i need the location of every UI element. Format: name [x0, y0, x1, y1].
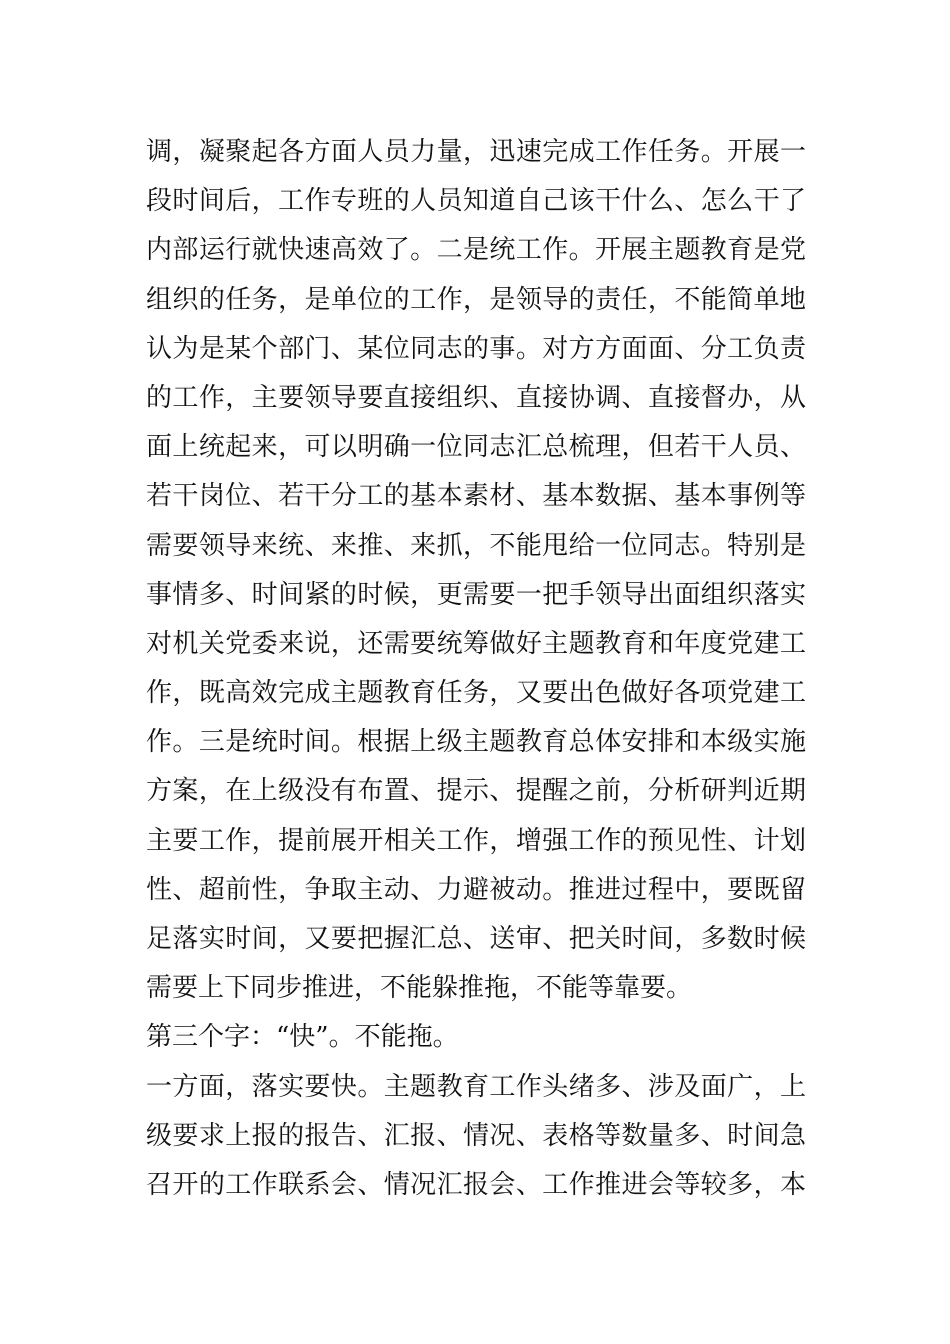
text-line: 方案，在上级没有布置、提示、提醒之前，分析研判近期: [146, 776, 806, 807]
text-line: 召开的工作联系会、情况汇报会、工作推进会等较多，本: [146, 1169, 806, 1200]
text-line: 性、超前性，争取主动、力避被动。推进过程中，要既留: [146, 874, 806, 905]
text-line: 面上统起来，可以明确一位同志汇总梳理，但若干人员、: [146, 432, 806, 463]
body-text: [146, 128, 806, 1210]
text-line: 段时间后，工作专班的人员知道自己该干什么、怎么干了: [146, 186, 806, 217]
text-line: 作，既高效完成主题教育任务，又要出色做好各项党建工: [146, 678, 806, 709]
text-line: 足落实时间，又要把握汇总、送审、把关时间，多数时候: [146, 924, 806, 954]
text-line: 内部运行就快速高效了。二是统工作。开展主题教育是党: [146, 235, 806, 266]
text-line: 需要领导来统、来推、来抓，不能甩给一位同志。特别是: [146, 530, 806, 561]
text-line: 作。三是统时间。根据上级主题教育总体安排和本级实施: [146, 727, 806, 758]
text-line: 的工作，主要领导要直接组织、直接协调、直接督办，从: [146, 382, 806, 413]
text-line: 事情多、时间紧的时候，更需要一把手领导出面组织落实: [146, 579, 806, 610]
text-line: 若干岗位、若干分工的基本素材、基本数据、基本事例等: [146, 481, 806, 512]
text-line: 认为是某个部门、某位同志的事。对方方面面、分工负责: [146, 333, 806, 364]
text-line: 主要工作，提前展开相关工作，增强工作的预见性、计划: [146, 825, 806, 856]
section-heading: 第三个字：“快”。不能拖。: [146, 1022, 459, 1053]
paragraph-end-line: 需要上下同步推进，不能躲推拖，不能等靠要。: [146, 973, 693, 1004]
text-line: 对机关党委来说，还需要统筹做好主题教育和年度党建工: [146, 628, 806, 659]
text-line: 调，凝聚起各方面人员力量，迅速完成工作任务。开展一: [146, 137, 806, 167]
text-line: 一方面，落实要快。主题教育工作头绪多、涉及面广，上: [146, 1071, 806, 1102]
text-line: 级要求上报的报告、汇报、情况、表格等数量多、时间急: [146, 1120, 806, 1151]
text-line: 组织的任务，是单位的工作，是领导的责任，不能简单地: [146, 284, 806, 315]
